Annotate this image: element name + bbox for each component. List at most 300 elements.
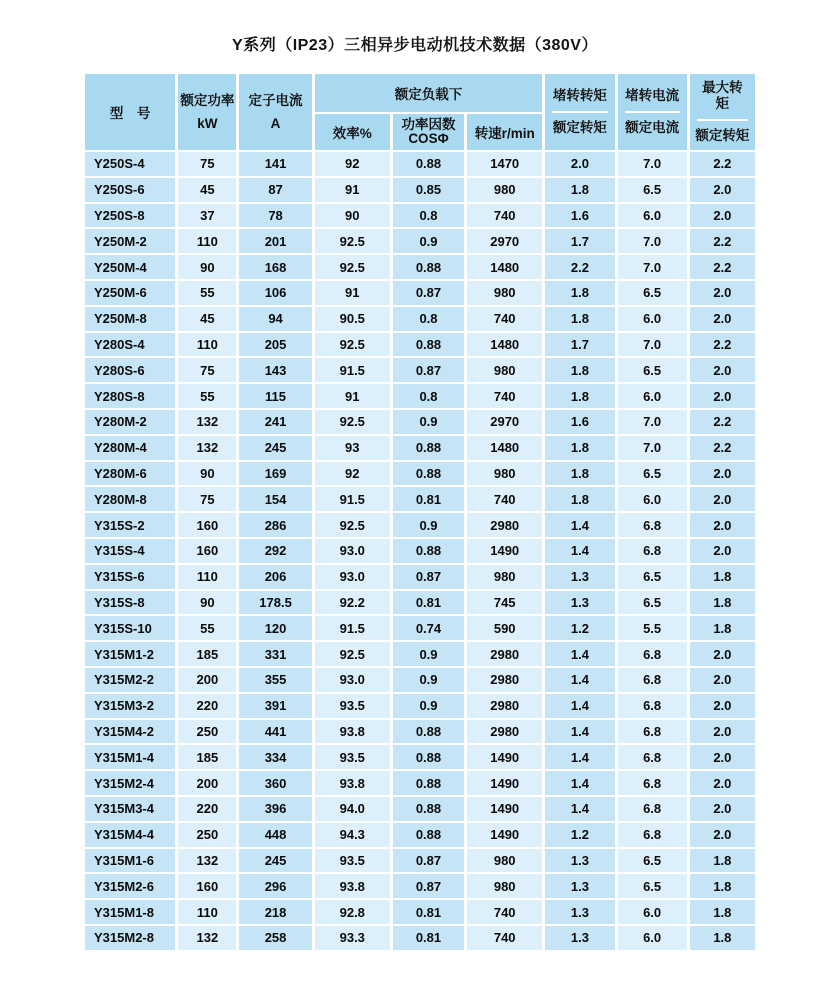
- table-row: [85, 565, 755, 589]
- value-cell: 1.8: [690, 900, 755, 924]
- table-row: [85, 797, 755, 821]
- value-cell: 0.88: [393, 436, 464, 460]
- value-cell: 0.88: [393, 462, 464, 486]
- model-cell: Y315M2-8: [85, 926, 175, 950]
- value-cell: 2970: [467, 229, 542, 253]
- value-cell: 1.4: [545, 668, 614, 692]
- value-cell: 6.8: [618, 539, 687, 563]
- table-row: [85, 229, 755, 253]
- table-row: [85, 436, 755, 460]
- header-efficiency: 效率%: [315, 114, 390, 150]
- value-cell: 178.5: [239, 591, 311, 615]
- value-cell: 7.0: [618, 436, 687, 460]
- value-cell: 355: [239, 668, 311, 692]
- table-row: [85, 410, 755, 434]
- value-cell: 0.88: [393, 797, 464, 821]
- header-stator-current: [239, 74, 311, 150]
- value-cell: 206: [239, 565, 311, 589]
- value-cell: 448: [239, 823, 311, 847]
- model-cell: Y315S-10: [85, 616, 175, 640]
- value-cell: 258: [239, 926, 311, 950]
- value-cell: 2.0: [690, 771, 755, 795]
- value-cell: 2980: [467, 720, 542, 744]
- value-cell: 0.8: [393, 384, 464, 408]
- value-cell: 6.0: [618, 926, 687, 950]
- value-cell: 91: [315, 384, 390, 408]
- value-cell: 1490: [467, 771, 542, 795]
- value-cell: 1470: [467, 152, 542, 176]
- value-cell: 160: [178, 513, 236, 537]
- value-cell: 980: [467, 178, 542, 202]
- value-cell: 6.5: [618, 565, 687, 589]
- value-cell: 980: [467, 281, 542, 305]
- value-cell: 0.87: [393, 281, 464, 305]
- value-cell: 1490: [467, 797, 542, 821]
- value-cell: 6.8: [618, 694, 687, 718]
- header-locked-current-denominator: 额定电流: [625, 120, 680, 135]
- value-cell: 141: [239, 152, 311, 176]
- value-cell: 93.8: [315, 771, 390, 795]
- value-cell: 1.8: [545, 487, 614, 511]
- value-cell: 980: [467, 358, 542, 382]
- model-cell: Y315M1-2: [85, 642, 175, 666]
- value-cell: 5.5: [618, 616, 687, 640]
- value-cell: 2.0: [690, 745, 755, 769]
- value-cell: 331: [239, 642, 311, 666]
- value-cell: 980: [467, 849, 542, 873]
- value-cell: 740: [467, 307, 542, 331]
- table-row: [85, 281, 755, 305]
- value-cell: 2.0: [690, 487, 755, 511]
- table-row: [85, 745, 755, 769]
- value-cell: 2.0: [690, 307, 755, 331]
- value-cell: 0.88: [393, 152, 464, 176]
- value-cell: 55: [178, 281, 236, 305]
- value-cell: 241: [239, 410, 311, 434]
- value-cell: 1.4: [545, 720, 614, 744]
- value-cell: 7.0: [618, 229, 687, 253]
- model-cell: Y315S-4: [85, 539, 175, 563]
- value-cell: 6.5: [618, 462, 687, 486]
- value-cell: 93.0: [315, 668, 390, 692]
- value-cell: 296: [239, 874, 311, 898]
- value-cell: 91.5: [315, 487, 390, 511]
- value-cell: 0.8: [393, 204, 464, 228]
- value-cell: 110: [178, 333, 236, 357]
- model-cell: Y315M4-2: [85, 720, 175, 744]
- value-cell: 0.9: [393, 410, 464, 434]
- value-cell: 0.9: [393, 694, 464, 718]
- value-cell: 2.2: [690, 152, 755, 176]
- value-cell: 0.9: [393, 642, 464, 666]
- value-cell: 6.5: [618, 874, 687, 898]
- value-cell: 0.74: [393, 616, 464, 640]
- value-cell: 2.0: [690, 178, 755, 202]
- value-cell: 1.3: [545, 874, 614, 898]
- value-cell: 2.0: [690, 462, 755, 486]
- value-cell: 1.7: [545, 333, 614, 357]
- table-body: [85, 152, 755, 950]
- value-cell: 93.0: [315, 565, 390, 589]
- value-cell: 7.0: [618, 333, 687, 357]
- model-cell: Y315M2-4: [85, 771, 175, 795]
- value-cell: 980: [467, 565, 542, 589]
- value-cell: 1.4: [545, 694, 614, 718]
- value-cell: 218: [239, 900, 311, 924]
- value-cell: 93.5: [315, 745, 390, 769]
- table-row: [85, 668, 755, 692]
- model-cell: Y280M-8: [85, 487, 175, 511]
- value-cell: 391: [239, 694, 311, 718]
- value-cell: 2.0: [690, 513, 755, 537]
- table-row: [85, 694, 755, 718]
- model-cell: Y280S-4: [85, 333, 175, 357]
- value-cell: 92.8: [315, 900, 390, 924]
- value-cell: 334: [239, 745, 311, 769]
- value-cell: 0.81: [393, 926, 464, 950]
- value-cell: 6.0: [618, 204, 687, 228]
- value-cell: 2.0: [545, 152, 614, 176]
- header-rated-power: [178, 74, 236, 150]
- value-cell: 1.2: [545, 616, 614, 640]
- table-row: [85, 462, 755, 486]
- value-cell: 6.0: [618, 384, 687, 408]
- motor-spec-table: [82, 72, 758, 952]
- table-row: [85, 333, 755, 357]
- value-cell: 1.8: [690, 591, 755, 615]
- value-cell: 1.4: [545, 539, 614, 563]
- table-row: [85, 384, 755, 408]
- table-row: [85, 642, 755, 666]
- value-cell: 2.0: [690, 358, 755, 382]
- table-row: [85, 152, 755, 176]
- value-cell: 1.3: [545, 900, 614, 924]
- value-cell: 205: [239, 333, 311, 357]
- value-cell: 45: [178, 307, 236, 331]
- value-cell: 143: [239, 358, 311, 382]
- value-cell: 2.0: [690, 204, 755, 228]
- value-cell: 6.5: [618, 849, 687, 873]
- value-cell: 92.5: [315, 513, 390, 537]
- table-row: [85, 487, 755, 511]
- value-cell: 0.81: [393, 591, 464, 615]
- value-cell: 1490: [467, 823, 542, 847]
- value-cell: 200: [178, 771, 236, 795]
- value-cell: 7.0: [618, 410, 687, 434]
- value-cell: 1.3: [545, 926, 614, 950]
- value-cell: 1.8: [690, 616, 755, 640]
- value-cell: 92.5: [315, 410, 390, 434]
- header-max-torque-ratio: [690, 74, 755, 150]
- value-cell: 2980: [467, 668, 542, 692]
- model-cell: Y250M-6: [85, 281, 175, 305]
- value-cell: 2.0: [690, 539, 755, 563]
- model-cell: Y315M3-2: [85, 694, 175, 718]
- value-cell: 160: [178, 539, 236, 563]
- value-cell: 94.3: [315, 823, 390, 847]
- value-cell: 2.0: [690, 797, 755, 821]
- value-cell: 6.8: [618, 771, 687, 795]
- header-power-factor: [393, 114, 464, 150]
- value-cell: 6.5: [618, 591, 687, 615]
- model-cell: Y280S-8: [85, 384, 175, 408]
- value-cell: 1.4: [545, 745, 614, 769]
- value-cell: 6.8: [618, 720, 687, 744]
- model-cell: Y250M-2: [85, 229, 175, 253]
- value-cell: 75: [178, 358, 236, 382]
- value-cell: 1.8: [545, 307, 614, 331]
- value-cell: 740: [467, 487, 542, 511]
- value-cell: 2.2: [690, 436, 755, 460]
- value-cell: 92.2: [315, 591, 390, 615]
- value-cell: 1.6: [545, 410, 614, 434]
- value-cell: 115: [239, 384, 311, 408]
- value-cell: 1.8: [690, 849, 755, 873]
- value-cell: 154: [239, 487, 311, 511]
- value-cell: 740: [467, 900, 542, 924]
- value-cell: 90: [178, 591, 236, 615]
- value-cell: 1.7: [545, 229, 614, 253]
- value-cell: 0.81: [393, 900, 464, 924]
- header-rated-power-label: 额定功率: [180, 93, 235, 108]
- value-cell: 2.2: [690, 229, 755, 253]
- header-locked-torque-numerator: 堵转转矩: [552, 88, 607, 113]
- page-title: Y系列（IP23）三相异步电动机技术数据（380V）: [232, 37, 598, 54]
- table-row: [85, 307, 755, 331]
- value-cell: 45: [178, 178, 236, 202]
- header-stator-current-label: 定子电流: [248, 93, 303, 108]
- value-cell: 740: [467, 204, 542, 228]
- value-cell: 2980: [467, 694, 542, 718]
- value-cell: 0.87: [393, 874, 464, 898]
- value-cell: 6.0: [618, 307, 687, 331]
- model-cell: Y315S-8: [85, 591, 175, 615]
- table-row: [85, 900, 755, 924]
- header-power-factor-label: 功率因数: [401, 117, 456, 132]
- value-cell: 0.87: [393, 849, 464, 873]
- value-cell: 980: [467, 874, 542, 898]
- value-cell: 1.2: [545, 823, 614, 847]
- model-cell: Y315M4-4: [85, 823, 175, 847]
- value-cell: 93: [315, 436, 390, 460]
- value-cell: 78: [239, 204, 311, 228]
- value-cell: 0.88: [393, 333, 464, 357]
- value-cell: 91: [315, 281, 390, 305]
- value-cell: 1.8: [545, 436, 614, 460]
- value-cell: 90: [315, 204, 390, 228]
- value-cell: 6.8: [618, 797, 687, 821]
- value-cell: 132: [178, 926, 236, 950]
- value-cell: 106: [239, 281, 311, 305]
- table-row: [85, 591, 755, 615]
- value-cell: 2.0: [690, 720, 755, 744]
- table-row: [85, 720, 755, 744]
- value-cell: 0.88: [393, 255, 464, 279]
- value-cell: 980: [467, 462, 542, 486]
- value-cell: 168: [239, 255, 311, 279]
- value-cell: 2.0: [690, 642, 755, 666]
- model-cell: Y250M-4: [85, 255, 175, 279]
- table-row: [85, 926, 755, 950]
- value-cell: 1.8: [690, 926, 755, 950]
- value-cell: 2.0: [690, 823, 755, 847]
- value-cell: 169: [239, 462, 311, 486]
- value-cell: 55: [178, 616, 236, 640]
- value-cell: 0.9: [393, 229, 464, 253]
- model-cell: Y280M-6: [85, 462, 175, 486]
- value-cell: 1.8: [545, 281, 614, 305]
- value-cell: 6.5: [618, 281, 687, 305]
- value-cell: 91.5: [315, 616, 390, 640]
- model-cell: Y315M2-2: [85, 668, 175, 692]
- value-cell: 1.6: [545, 204, 614, 228]
- value-cell: 6.8: [618, 745, 687, 769]
- value-cell: 1.4: [545, 642, 614, 666]
- value-cell: 0.9: [393, 668, 464, 692]
- value-cell: 7.0: [618, 255, 687, 279]
- model-cell: Y315M1-4: [85, 745, 175, 769]
- table-row: [85, 178, 755, 202]
- value-cell: 92: [315, 462, 390, 486]
- table-row: [85, 539, 755, 563]
- value-cell: 0.87: [393, 565, 464, 589]
- value-cell: 441: [239, 720, 311, 744]
- value-cell: 740: [467, 926, 542, 950]
- value-cell: 110: [178, 229, 236, 253]
- value-cell: 1490: [467, 745, 542, 769]
- model-cell: Y315M1-6: [85, 849, 175, 873]
- value-cell: 6.8: [618, 642, 687, 666]
- table-row: [85, 771, 755, 795]
- value-cell: 0.8: [393, 307, 464, 331]
- value-cell: 245: [239, 849, 311, 873]
- value-cell: 590: [467, 616, 542, 640]
- value-cell: 94.0: [315, 797, 390, 821]
- value-cell: 0.81: [393, 487, 464, 511]
- table-row: [85, 513, 755, 537]
- table-row: [85, 204, 755, 228]
- table-row: [85, 849, 755, 873]
- value-cell: 740: [467, 384, 542, 408]
- value-cell: 2970: [467, 410, 542, 434]
- value-cell: 160: [178, 874, 236, 898]
- value-cell: 1.8: [545, 358, 614, 382]
- value-cell: 0.88: [393, 823, 464, 847]
- header-power-factor-symbol: COSΦ: [408, 131, 449, 146]
- value-cell: 745: [467, 591, 542, 615]
- value-cell: 1.3: [545, 565, 614, 589]
- value-cell: 0.85: [393, 178, 464, 202]
- header-rated-load-group: 额定负载下: [315, 74, 543, 112]
- value-cell: 93.5: [315, 694, 390, 718]
- value-cell: 245: [239, 436, 311, 460]
- value-cell: 1.8: [545, 384, 614, 408]
- value-cell: 110: [178, 565, 236, 589]
- header-rated-power-unit: kW: [197, 116, 218, 131]
- header-locked-torque-denominator: 额定转矩: [552, 120, 607, 135]
- value-cell: 6.5: [618, 178, 687, 202]
- value-cell: 0.88: [393, 539, 464, 563]
- value-cell: 250: [178, 823, 236, 847]
- value-cell: 93.0: [315, 539, 390, 563]
- header-stator-current-unit: A: [270, 116, 281, 131]
- value-cell: 2.2: [690, 333, 755, 357]
- value-cell: 6.8: [618, 513, 687, 537]
- model-cell: Y280M-4: [85, 436, 175, 460]
- table-row: [85, 874, 755, 898]
- value-cell: 92.5: [315, 229, 390, 253]
- model-cell: Y280M-2: [85, 410, 175, 434]
- value-cell: 286: [239, 513, 311, 537]
- value-cell: 92.5: [315, 642, 390, 666]
- model-cell: Y315M1-8: [85, 900, 175, 924]
- header-locked-current-numerator: 堵转电流: [625, 88, 680, 113]
- value-cell: 75: [178, 152, 236, 176]
- value-cell: 93.8: [315, 720, 390, 744]
- value-cell: 0.88: [393, 771, 464, 795]
- value-cell: 110: [178, 900, 236, 924]
- value-cell: 6.5: [618, 358, 687, 382]
- value-cell: 91.5: [315, 358, 390, 382]
- header-max-torque-denominator: 额定转矩: [695, 128, 750, 143]
- value-cell: 360: [239, 771, 311, 795]
- value-cell: 92.5: [315, 255, 390, 279]
- value-cell: 132: [178, 849, 236, 873]
- value-cell: 1.3: [545, 849, 614, 873]
- model-cell: Y315M2-6: [85, 874, 175, 898]
- value-cell: 87: [239, 178, 311, 202]
- value-cell: 2.0: [690, 694, 755, 718]
- value-cell: 1.8: [545, 462, 614, 486]
- value-cell: 2.2: [690, 255, 755, 279]
- value-cell: 1.4: [545, 797, 614, 821]
- value-cell: 185: [178, 642, 236, 666]
- value-cell: 37: [178, 204, 236, 228]
- value-cell: 75: [178, 487, 236, 511]
- value-cell: 2980: [467, 513, 542, 537]
- header-locked-current-ratio: [618, 74, 687, 150]
- value-cell: 2.2: [690, 410, 755, 434]
- value-cell: 1480: [467, 333, 542, 357]
- value-cell: 55: [178, 384, 236, 408]
- value-cell: 220: [178, 797, 236, 821]
- value-cell: 120: [239, 616, 311, 640]
- model-cell: Y315M3-4: [85, 797, 175, 821]
- model-cell: Y315S-6: [85, 565, 175, 589]
- value-cell: 0.88: [393, 745, 464, 769]
- value-cell: 2980: [467, 642, 542, 666]
- value-cell: 220: [178, 694, 236, 718]
- value-cell: 250: [178, 720, 236, 744]
- model-cell: Y250M-8: [85, 307, 175, 331]
- value-cell: 132: [178, 410, 236, 434]
- value-cell: 1.4: [545, 513, 614, 537]
- value-cell: 1.8: [690, 874, 755, 898]
- value-cell: 0.87: [393, 358, 464, 382]
- value-cell: 1.8: [545, 178, 614, 202]
- value-cell: 200: [178, 668, 236, 692]
- value-cell: 6.8: [618, 823, 687, 847]
- value-cell: 201: [239, 229, 311, 253]
- table-header: [85, 74, 755, 150]
- value-cell: 93.5: [315, 849, 390, 873]
- value-cell: 6.8: [618, 668, 687, 692]
- value-cell: 292: [239, 539, 311, 563]
- model-cell: Y250S-4: [85, 152, 175, 176]
- value-cell: 185: [178, 745, 236, 769]
- value-cell: 1.4: [545, 771, 614, 795]
- model-cell: Y280S-6: [85, 358, 175, 382]
